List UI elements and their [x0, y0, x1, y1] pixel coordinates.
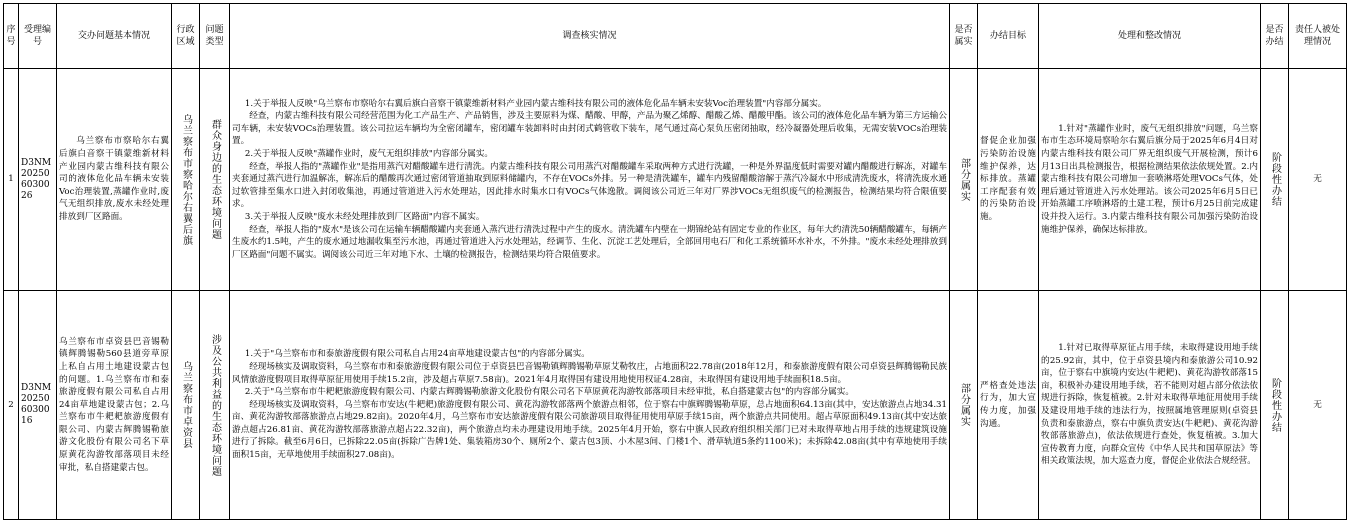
header-goal: 办结目标 [978, 4, 1039, 69]
row-region-cell [172, 69, 200, 291]
investigation-paragraph: 1.关于举报人反映"乌兰察布市察哈尔右翼后旗白音察干镇蒙维新材料产业园内蒙古维科技有限公司的液体危化品车辆未安装Voc治理装置"内容部分属实。 [244, 98, 827, 109]
row-issue: 乌兰察布市卓资县巴音锡勒镇辉腾锡勒560县道旁草原上私自占用土地建设蒙古包的问题。1.乌兰察布市和泰旅游度假有限公司私自占用24亩草地建设蒙古包；2.乌兰察布市牛耙耙旅游度假有限公司、内蒙古辉腾锡勒旅游文化股份有限公司名下草原黄花沟游牧部落项目未经审批，私自搭建蒙古包。 [57, 291, 172, 520]
row-type: 群众身边的生态环境问题 [209, 119, 221, 240]
header-issue: 交办问题基本情况 [57, 4, 172, 69]
row-seq: 1 [4, 69, 19, 291]
row-region: 乌兰察布市卓资县 [180, 361, 192, 449]
row-verified: 部分属实 [958, 383, 970, 427]
header-investigation: 调查核实情况 [230, 4, 950, 69]
row-responsible: 无 [1289, 69, 1347, 291]
case-table [3, 3, 1347, 520]
row-done: 阶段性办结 [1269, 377, 1281, 433]
row-goal: 严格查处违法行为，加大宣传力度，加强沟通。 [978, 291, 1039, 520]
row-type: 涉及公共利益的生态环境问题 [209, 333, 221, 477]
investigation-paragraph: 经查，内蒙古维科技有限公司经营范围为化工产品生产、产品销售，涉及主要原料为煤、醋酸、甲醇，产品为聚乙烯醇、醋酸乙烯、醋酸甲酯。该公司的液体危化品车辆为第三方运输公司车辆，未安装VOCs治理装置。该公司拉运车辆均为全密闭罐车，密闭罐车装卸料时由封闭式鹤管收下装车，尾气通过高心泵负压密闭抽取，经冷凝器处理后收集，无需安装VOCs治理装置。 [232, 111, 947, 147]
table-row [4, 291, 1347, 520]
investigation-paragraph: 2.关于"乌兰察布市牛耙耙旅游度假有限公司、内蒙古辉腾锡勒旅游文化股份有限公司名下草原黄花沟游牧部落项目未经审批，私自搭建蒙古包"的内容部分属实。 [244, 387, 854, 398]
row-type-cell [200, 69, 230, 291]
row-verified: 部分属实 [958, 157, 970, 202]
investigation-paragraph: 经查，举报人指的"蒸罐作业"是指用蒸汽对醋酸罐车进行清洗。内蒙古维科技有限公司用蒸汽对醋酸罐车采取两种方式进行洗罐，一种是外界温度低时需要对罐内醋酸进行解冻，对罐车夹套通过蒸汽进行加温解冻，解冻后的醋酸再次通过密闭管道抽取到原料储罐内，不存在VOCs外排。另一种是清洗罐车，罐车内残留醋酸溶解于蒸汽冷凝水中形成清洗废水，将清洗废水通过软管排至集水口进入封闭收集池，再通过管道进入污水处理站，因此排水时集水口有VOCs气体逸散。调阅该公司近三年对厂界涉VOCs无组织废气的检测报告，检测结果均符合限值要求。 [232, 161, 947, 210]
row-goal: 督促企业加强污染防治设施维护保养，达标排放。蒸罐工序配套有效的污染防治设施。 [978, 69, 1039, 291]
row-done-cell [1261, 69, 1289, 291]
header-verified: 是否属实 [950, 4, 978, 69]
row-responsible: 无 [1289, 291, 1347, 520]
investigation-paragraph: 1.关于"乌兰察布市和泰旅游度假有限公司私自占用24亩草地建设蒙古包"的内容部分属实。 [244, 349, 590, 360]
investigation-paragraph: 2.关于举报人反映"蒸罐作业时，废气无组织排放"内容部分属实。 [244, 149, 494, 160]
header-accept-no: 受理编号 [19, 4, 57, 69]
table-row [4, 69, 1347, 291]
investigation-paragraph: 经现场核实及调取资料，乌兰察布市安达(牛耙耙)旅游度假有限公司、黄花沟游牧部落两个旅游点相邻，位于察右中旗辉腾锡勒草原，总占地面积64.13亩(其中，安达旅游点占地34.31亩、黄花沟游牧部落旅游点占地29.82亩)。2020年4月，乌兰察布市安达旅游度假有限公司旅游项目取得征用使用草原手续15亩，两个旅游点共同使用。超占草原面积49.13亩(其中安达旅游点超占26.81亩、黄花沟游牧部落旅游点超占22.32亩)，两个旅游点均未办理建设用地手续。2025年4月开始，察右中旗人民政府组织相关部门已对未取得草地占用手续的违规建筑设施进行了拆除。截至6月6日，已拆除22.05亩(拆除广告牌1处、集装箱房30个、厕所2个、蒙古包3顶、小木屋3间、门楼1个、滑草轨道5条约1100米)；未拆除42.08亩(其中有草地使用手续面积15亩，无草地使用手续面积27.08亩)。 [232, 399, 947, 461]
row-done: 阶段性办结 [1269, 152, 1281, 207]
row-verified-cell [950, 291, 978, 520]
row-investigation [230, 69, 950, 291]
row-type-cell [200, 291, 230, 520]
investigation-paragraph: 经现场核实及调取资料，乌兰察布市和泰旅游度假有限公司位于卓资县巴音锡勒镇辉腾锡勒草原艾勒牧庄，占地面积22.78亩(2018年12月，和泰旅游度假有限公司卓资县辉腾锡勒民族风情旅游度假项目取得草原征用使用手续15.2亩，涉及超占草原7.58亩)。2021年4月取得国有建设用地使用权证4.28亩，未取得国有建设用地手续面积18.5亩。 [232, 361, 947, 385]
investigation-paragraph: 经查，举报人指的"废水"是该公司在运输车辆醋酸罐内夹套通入蒸汽进行清洗过程中产生的废水。清洗罐车内壁在一期锦纶站有固定专业的作业区，每年大约清洗50辆醋酸罐车，每辆产生废水约1.5吨，产生的废水通过地漏收集至污水池，再通过管道进入污水处理站，经调节、生化、沉淀工艺处理后，全部回用电石厂和化工系统循环水补水，不外排。"废水未经处理排放到厂区路面"问题不属实。调阅该公司近三年对地下水、土壤的检测报告，检测结果均符合限值要求。 [232, 224, 947, 260]
row-accept-no: D3NM202506030016 [19, 291, 57, 520]
row-region-cell [172, 291, 200, 520]
row-rectify: 1.针对已取得草原征占用手续，未取得建设用地手续的25.92亩，其中，位于卓资县境内和泰旅游公司10.92亩，位于察右中旗境内安达(牛耙耙)、黄花沟游牧部落15亩，积极补办建设用地手续，若不能则对超占部分依法依规进行拆除，恢复植被。2.针对未取得草地征用使用手续及建设用地手续的违法行为，按照属地管理原则(卓资县负责和泰旅游点，察右中旗负责安达(牛耙耙)、黄花沟游牧部落旅游点)，依法依规进行查处，恢复植被。3.加大宣传教育力度，向群众宣传《中华人民共和国草原法》等相关政策法规，加大巡查力度，督促企业依法合规经营。 [1039, 291, 1261, 520]
row-issue: 乌兰察布市察哈尔右翼后旗白音察干镇蒙维新材料产业园内蒙古维科技有限公司的液体危化品车辆未安装Voc治理装置,蒸罐作业时,废气无组织排放,废水未经处理排放到厂区路面。 [57, 69, 172, 291]
header-seq: 序号 [4, 4, 19, 69]
investigation-paragraph: 3.关于举报人反映"废水未经处理排放到厂区路面"内容不属实。 [244, 211, 485, 222]
row-verified-cell [950, 69, 978, 291]
header-done: 是否办结 [1261, 4, 1289, 69]
row-seq: 2 [4, 291, 19, 520]
row-accept-no: D3NM202506030026 [19, 69, 57, 291]
row-region: 乌兰察布市察哈尔右翼后旗 [180, 113, 192, 246]
row-investigation [230, 291, 950, 520]
row-done-cell [1261, 291, 1289, 520]
header-type: 问题类型 [200, 4, 230, 69]
header-region: 行政区域 [172, 4, 200, 69]
header-responsible: 责任人被处理情况 [1289, 4, 1347, 69]
row-rectify: 1.针对"蒸罐作业时，废气无组织排放"问题，乌兰察布市生态环境局察哈尔右翼后旗分局于2025年6月4日对内蒙古维科技有限公司厂界无组织废气开展检测，预计6月13日出具检测报告，根据检测结果依法依规处置。2.内蒙古维科技有限公司增加一套喷淋塔处理VOCs气体，处理后通过管道进入污水处理站。该公司2025年6月5日已开始蒸罐工序喷淋塔的土建工程，预计6月25日前完成建设并投入运行。3.内蒙古维科技有限公司加强污染防治设施维护保养，确保达标排放。 [1039, 69, 1261, 291]
header-rectify: 处理和整改情况 [1039, 4, 1261, 69]
table-header-row [4, 4, 1347, 69]
